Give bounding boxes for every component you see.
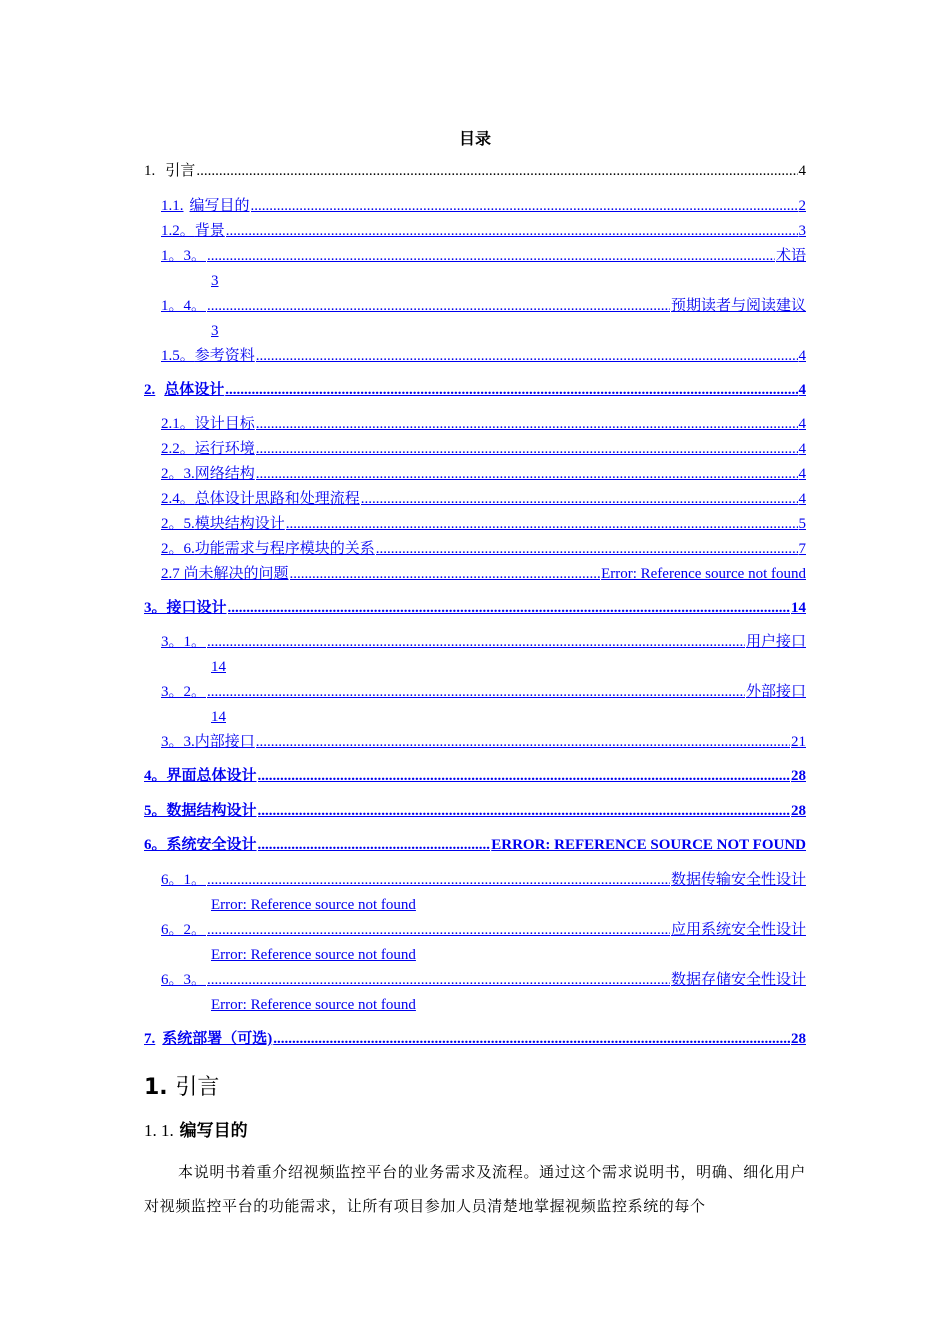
toc-entry-page: 4: [798, 348, 806, 364]
toc-entry-page: 28: [791, 768, 806, 784]
toc-entry-6-3[interactable]: [161, 969, 806, 991]
toc-entry-label: 网络结构: [194, 466, 255, 482]
toc-leader-dots: [207, 681, 745, 703]
toc-leader-dots: [207, 295, 670, 317]
toc-entry-page: 21: [791, 734, 806, 750]
toc-entry-number: 3。3.: [161, 734, 195, 750]
toc-leader-dots: [228, 597, 790, 619]
section-number: 1.: [144, 1075, 168, 1100]
toc-entry-1-1[interactable]: [161, 195, 806, 217]
toc-leader-dots: [207, 919, 670, 941]
toc-entry-page: 4: [798, 416, 806, 432]
toc-entry-number: 6。: [144, 837, 167, 853]
toc-leader-dots: [376, 538, 798, 560]
toc-entry-label: 外部接口: [745, 684, 806, 700]
toc-entry-label: 数据结构设计: [166, 803, 257, 819]
toc-leader-dots: [290, 563, 601, 585]
toc-entry-2-3[interactable]: [161, 463, 806, 485]
toc-leader-dots: [256, 345, 798, 367]
toc-entry-label: 编写目的: [189, 198, 250, 214]
toc-leader-dots: [196, 160, 797, 182]
toc-entry-number: 1.: [144, 163, 156, 179]
toc-entry-6[interactable]: [144, 834, 806, 856]
toc-entry-2-1[interactable]: [161, 413, 806, 435]
toc-leader-dots: [207, 631, 745, 653]
toc-leader-dots: [258, 834, 491, 856]
toc-leader-dots: [361, 488, 798, 510]
toc-entry-label: 系统安全设计: [166, 837, 257, 853]
toc-entry-label: 功能需求与程序模块的关系: [194, 541, 375, 557]
toc-entry-number: 2.4。: [161, 491, 195, 507]
toc-entry-page: 5: [798, 516, 806, 532]
subsection-title: 编写目的: [179, 1121, 248, 1141]
section-title: 引言: [175, 1075, 220, 1100]
toc-leader-dots: [256, 413, 798, 435]
toc-entry-6-1[interactable]: [161, 869, 806, 891]
subsection-heading: [144, 1116, 248, 1141]
toc-entry-number: 6。3。: [161, 972, 207, 988]
toc-entry-page: ERROR: REFERENCE SOURCE NOT FOUND: [491, 837, 806, 853]
toc-entry-number: 2.2。: [161, 441, 195, 457]
toc-entry-label: 数据存储安全性设计: [670, 972, 806, 988]
toc-entry-page: 14: [791, 600, 806, 616]
toc-entry-page: 4: [798, 163, 806, 179]
toc-title: 目录: [458, 131, 491, 148]
toc-entry-number: 6。1。: [161, 872, 207, 888]
toc-entry-number: 3。: [144, 600, 167, 616]
toc-entry-label: 设计目标: [194, 416, 255, 432]
toc-entry-label: 总体设计: [164, 382, 225, 398]
body-paragraph: 本说明书着重介绍视频监控平台的业务需求及流程。通过这个需求说明书，明确、细化用户对视频监控平台的功能需求，让所有项目参加人员清楚地掌握视频监控系统的每个: [144, 1165, 806, 1215]
toc-entry-page: 14: [211, 709, 226, 725]
section-heading: [144, 1070, 219, 1101]
toc-leader-dots: [207, 869, 670, 891]
toc-entry-1-5[interactable]: [161, 345, 806, 367]
toc-entry-page: 4: [798, 466, 806, 482]
toc-entry-3-1[interactable]: [161, 631, 806, 653]
toc-entry-label: 界面总体设计: [166, 768, 257, 784]
toc-entry-number: 1.2。: [161, 223, 195, 239]
toc-leader-dots: [256, 731, 790, 753]
toc-entry-page: 28: [791, 803, 806, 819]
toc-entry-number: 2.: [144, 382, 156, 398]
toc-leader-dots: [207, 969, 670, 991]
toc-entry-number: 3。1。: [161, 634, 207, 650]
toc-entry-2-7[interactable]: [161, 563, 806, 585]
toc-entry-2-5[interactable]: [161, 513, 806, 535]
toc-entry-3-3[interactable]: [161, 731, 806, 753]
toc-entry-1-4[interactable]: [161, 295, 806, 317]
toc-entry-page: Error: Reference source not found: [601, 566, 806, 582]
toc-entry-page: 3: [211, 273, 219, 289]
toc-leader-dots: [258, 765, 790, 787]
toc-entry-2-2[interactable]: [161, 438, 806, 460]
toc-entry-page: 4: [798, 382, 806, 398]
toc-entry-1-3[interactable]: [161, 245, 806, 267]
toc-entry-6-2-page-line[interactable]: [161, 944, 416, 966]
toc-leader-dots: [256, 463, 798, 485]
toc-entry-number: 2。6.: [161, 541, 195, 557]
toc-entry-number: 1。4。: [161, 298, 207, 314]
toc-entry-label: 预期读者与阅读建议: [670, 298, 806, 314]
toc-entry-number: 1.1.: [161, 198, 184, 214]
toc-entry-label: 背景: [194, 223, 225, 239]
subsection-number: 1. 1.: [144, 1121, 174, 1140]
toc-entry-page: 14: [211, 659, 226, 675]
toc-entry-number: 4。: [144, 768, 167, 784]
toc-entry-label: 参考资料: [194, 348, 255, 364]
toc-entry-label: 术语: [775, 248, 806, 264]
toc-entry-label: 2.7 尚未解决的问题: [161, 566, 289, 582]
toc-entry-3-2[interactable]: [161, 681, 806, 703]
toc-entry-number: 6。2。: [161, 922, 207, 938]
toc-entry-label: 内部接口: [194, 734, 255, 750]
toc-entry-1-3-page-line[interactable]: [161, 270, 219, 292]
toc-entry-number: 1。3。: [161, 248, 207, 264]
toc-entry-number: 2.1。: [161, 416, 195, 432]
toc-leader-dots: [251, 195, 798, 217]
toc-entry-label: 运行环境: [194, 441, 255, 457]
toc-entry-page: 2: [798, 198, 806, 214]
toc-entry-2-4[interactable]: [161, 488, 806, 510]
toc-leader-dots: [225, 379, 797, 401]
toc-entry-page: Error: Reference source not found: [211, 897, 416, 913]
toc-entry-label: 系统部署（可选): [162, 1031, 273, 1047]
toc-entry-label: 用户接口: [745, 634, 806, 650]
toc-entry-label: 引言: [165, 163, 196, 179]
toc-entry-label: 总体设计思路和处理流程: [194, 491, 360, 507]
toc-entry-5[interactable]: [144, 800, 806, 822]
toc-entry-4[interactable]: [144, 765, 806, 787]
toc-entry-7[interactable]: [144, 1028, 806, 1050]
toc-leader-dots: [273, 1028, 790, 1050]
toc-entry-3-1-page-line[interactable]: [161, 656, 226, 678]
toc-entry-number: 2。3.: [161, 466, 195, 482]
toc-entry-label: 接口设计: [166, 600, 227, 616]
toc-entry-number: 3。2。: [161, 684, 207, 700]
toc-entry-2-6[interactable]: [161, 538, 806, 560]
toc-leader-dots: [256, 438, 798, 460]
toc-entry-page: Error: Reference source not found: [211, 997, 416, 1013]
toc-entry-page: 3: [798, 223, 806, 239]
toc-entry-1[interactable]: [144, 160, 806, 182]
toc-leader-dots: [226, 220, 798, 242]
toc-entry-6-2[interactable]: [161, 919, 806, 941]
toc-leader-dots: [286, 513, 798, 535]
toc-entry-page: 7: [798, 541, 806, 557]
toc-entry-number: 5。: [144, 803, 167, 819]
toc-entry-label: 应用系统安全性设计: [670, 922, 806, 938]
toc-entry-2[interactable]: [144, 379, 806, 401]
toc-entry-1-4-page-line[interactable]: [161, 320, 219, 342]
toc-entry-page: 28: [791, 1031, 806, 1047]
toc-entry-page: 4: [798, 491, 806, 507]
toc-entry-1-2[interactable]: [161, 220, 806, 242]
toc-entry-6-1-page-line[interactable]: [161, 894, 416, 916]
toc-entry-page: Error: Reference source not found: [211, 947, 416, 963]
toc-entry-3[interactable]: [144, 597, 806, 619]
toc-entry-label: 模块结构设计: [194, 516, 285, 532]
toc-entry-6-3-page-line[interactable]: [161, 994, 416, 1016]
toc-entry-label: 数据传输安全性设计: [670, 872, 806, 888]
toc-entry-number: 2。5.: [161, 516, 195, 532]
toc-entry-number: 1.5。: [161, 348, 195, 364]
toc-leader-dots: [258, 800, 790, 822]
toc-entry-number: 7.: [144, 1031, 156, 1047]
toc-entry-page: 4: [798, 441, 806, 457]
toc-entry-3-2-page-line[interactable]: [161, 706, 226, 728]
toc-leader-dots: [207, 245, 775, 267]
toc-entry-page: 3: [211, 323, 219, 339]
